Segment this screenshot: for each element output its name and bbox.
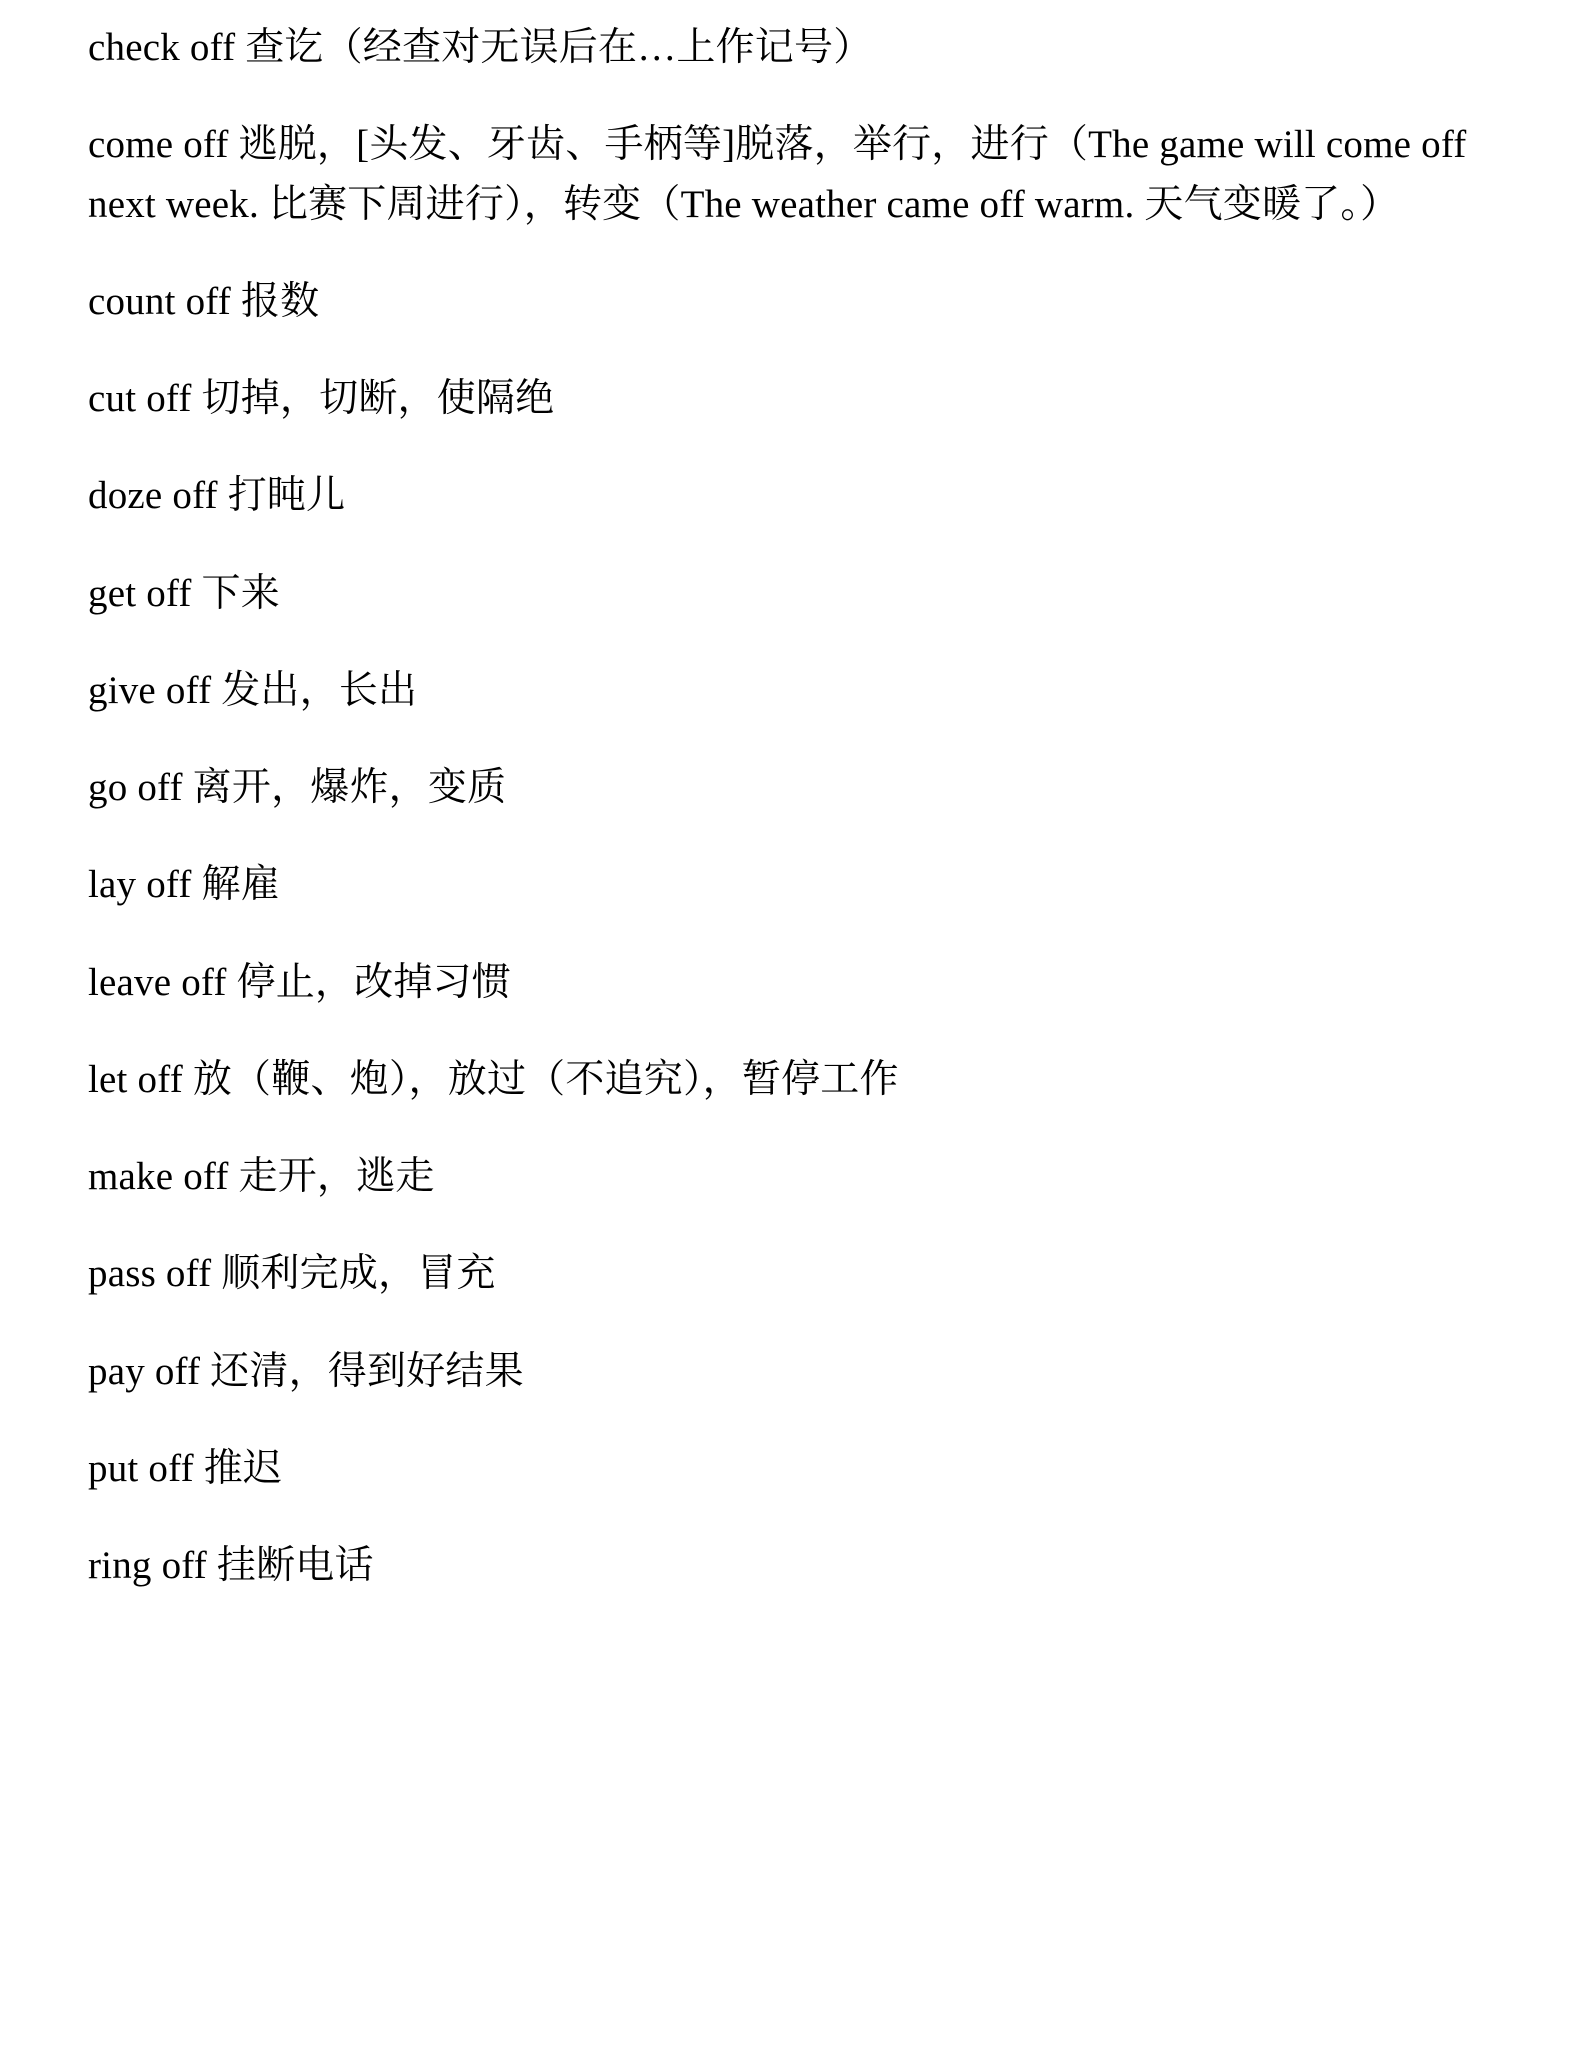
glossary-entry: let off 放（鞭、炮），放过（不追究），暂停工作 bbox=[88, 1057, 899, 1101]
glossary-entry: pay off 还清，得到好结果 bbox=[88, 1349, 524, 1393]
glossary-entry: lay off 解雇 bbox=[88, 863, 280, 907]
glossary-entry: ring off 挂断电话 bbox=[88, 1544, 374, 1588]
glossary-entry: put off 推迟 bbox=[88, 1446, 283, 1490]
glossary-entry: doze off 打盹儿 bbox=[88, 474, 346, 518]
glossary-entry: pass off 顺利完成，冒充 bbox=[88, 1252, 496, 1296]
glossary-entry: make off 走开，逃走 bbox=[88, 1155, 435, 1199]
glossary-entry: get off 下来 bbox=[88, 571, 280, 615]
glossary-entry: count off 报数 bbox=[88, 279, 320, 323]
glossary-entry: cut off 切掉，切断，使隔绝 bbox=[88, 377, 555, 421]
glossary-entry: leave off 停止，改掉习惯 bbox=[88, 960, 511, 1004]
glossary-entry: go off 离开，爆炸，变质 bbox=[88, 766, 507, 810]
glossary-entry: check off 查讫（经查对无误后在…上作记号） bbox=[88, 26, 873, 69]
glossary-entry: come off 逃脱，[头发、牙齿、手柄等]脱落，举行，进行（The game will come off next week. 比赛下周进行），转变（The weather came off warm. 天气变暖了。） bbox=[88, 123, 1467, 226]
glossary-entry: give off 发出，长出 bbox=[88, 668, 418, 712]
